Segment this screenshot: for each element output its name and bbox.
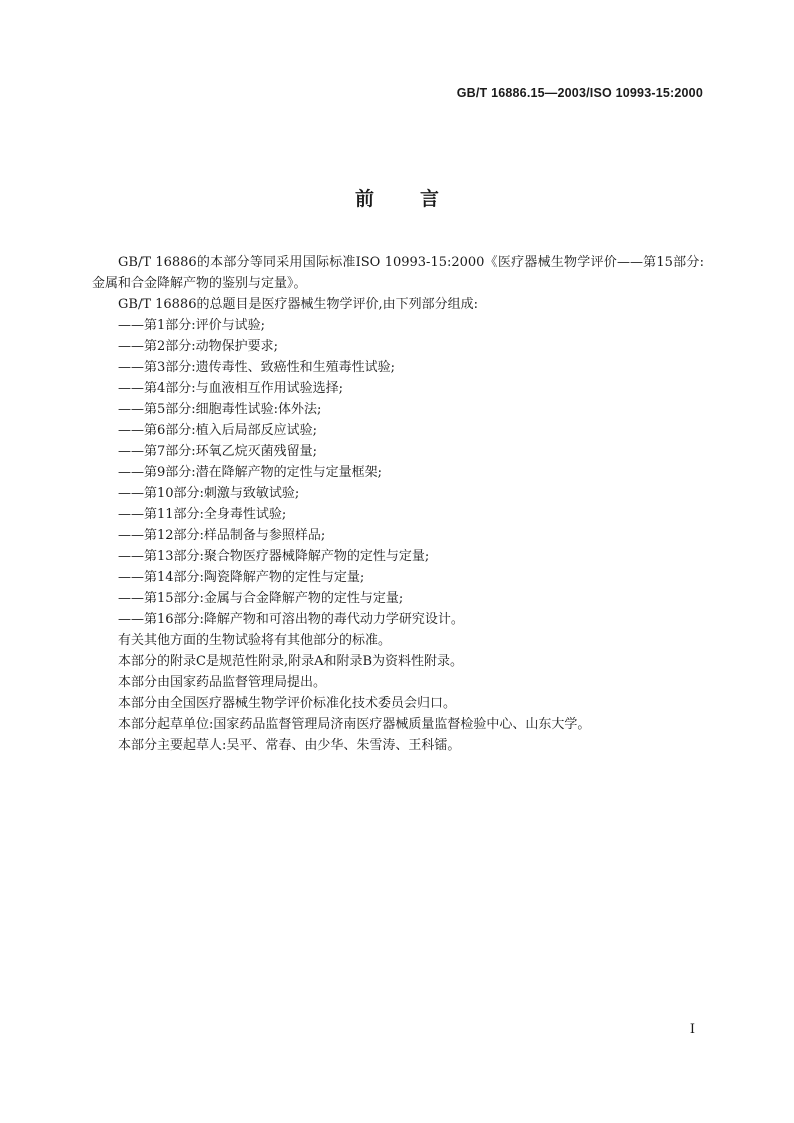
list-item: ——第16部分:降解产物和可溶出物的毒代动力学研究设计。 [118,612,464,627]
series-intro-paragraph: GB/T 16886的总题目是医疗器械生物学评价,由下列部分组成: [118,297,478,312]
list-item: ——第9部分:潜在降解产物的定性与定量框架; [118,465,383,480]
closing-paragraph: 本部分的附录C是规范性附录,附录A和附录B为资料性附录。 [118,654,464,669]
list-item: ——第6部分:植入后局部反应试验; [118,423,318,438]
list-item: ——第2部分:动物保护要求; [118,339,279,354]
list-item: ——第4部分:与血液相互作用试验选择; [118,381,344,396]
intro-paragraph: GB/T 16886的本部分等同采用国际标准ISO 10993-15:2000《医疗器械生物学评价——第15部分:金属和合金降解产物的鉴别与定量》。 [92,255,704,291]
closing-paragraph: 有关其他方面的生物试验将有其他部分的标准。 [118,633,392,648]
closing-paragraph: 本部分主要起草人:吴平、常春、由少华、朱雪涛、王科镭。 [118,738,461,753]
title-char-2: 言 [420,188,440,210]
list-item: ——第13部分:聚合物医疗器械降解产物的定性与定量; [118,549,430,564]
list-item: ——第10部分:刺激与致敏试验; [118,486,300,501]
list-item: ——第1部分:评价与试验; [118,318,266,333]
list-item: ——第12部分:样品制备与参照样品; [118,528,326,543]
foreword-body [92,252,704,756]
list-item: ——第7部分:环氧乙烷灭菌残留量; [118,444,318,459]
closing-paragraph: 本部分由国家药品监督管理局提出。 [118,675,327,690]
page-title [0,184,794,211]
list-item: ——第3部分:遗传毒性、致癌性和生殖毒性试验; [118,360,396,375]
list-item: ——第11部分:全身毒性试验; [118,507,287,522]
list-item: ——第15部分:金属与合金降解产物的定性与定量; [118,591,404,606]
closing-paragraph: 本部分起草单位:国家药品监督管理局济南医疗器械质量监督检验中心、山东大学。 [118,717,591,732]
closing-paragraph: 本部分由全国医疗器械生物学评价标准化技术委员会归口。 [118,696,457,711]
list-item: ——第14部分:陶瓷降解产物的定性与定量; [118,570,365,585]
title-char-1: 前 [354,188,374,210]
list-item: ——第5部分:细胞毒性试验:体外法; [118,402,322,417]
parts-list [92,315,704,630]
page-number: I [689,1022,695,1037]
standard-code-header: GB/T 16886.15—2003/ISO 10993-15:2000 [456,86,703,100]
